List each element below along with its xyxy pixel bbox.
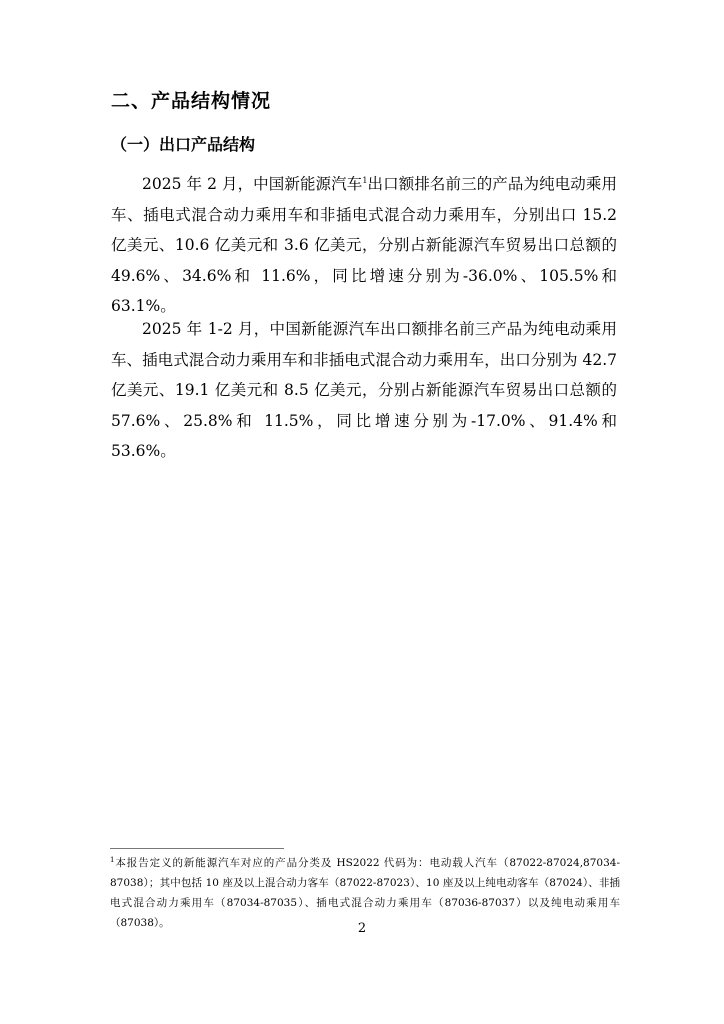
footnote-mark: 1 (110, 856, 115, 864)
paragraph-1-text-rest: 出口额排名前三的产品为纯电动乘用车、插电式混合动力乘用车和非插电式混合动力乘用车，分别出口 15.2 亿美元、10.6 亿美元和 3.6 亿美元，分别占新能源汽车贸易出口总额的 49.6%、34.6%和 11.6%，同比增速分别为-36.0%、105.5%和 63.1%。 (111, 175, 617, 315)
footnote-text: 本报告定义的新能源汽车对应的产品分类及 HS2022 代码为：电动载人汽车（87022-87024,87034-87038）；其中包括 10 座及以上混合动力客车（87022-87023）、10 座及以上纯电动客车（87024）、非插电式混合动力乘用车（87034-87035）、插电式混合动力乘用车（87036-87037）以及纯电动乘用车（87038）。 (110, 857, 620, 929)
section-heading: 二、产品结构情况 (111, 90, 272, 112)
paragraph-1-text-start: 2025 年 2 月，中国新能源汽车 (142, 175, 363, 193)
paragraph-jan-feb-export-structure: 2025 年 1-2 月，中国新能源汽车出口额排名前三产品为纯电动乘用车、插电式混合动力乘用车和非插电式混合动力乘用车，出口分别为 42.7 亿美元、19.1 亿美元和 8.5 亿美元，分别占新能源汽车贸易出口总额的 57.6%、25.8%和 11.5%，同比增速分别为-17.0%、91.4%和 53.6%。 (111, 320, 617, 460)
footnote-separator (110, 848, 284, 849)
page-number: 2 (357, 921, 367, 936)
paragraph-feb-export-structure (111, 169, 617, 322)
footnote-reference: 1 (362, 176, 368, 185)
subsection-heading: （一）出口产品结构 (111, 135, 256, 154)
